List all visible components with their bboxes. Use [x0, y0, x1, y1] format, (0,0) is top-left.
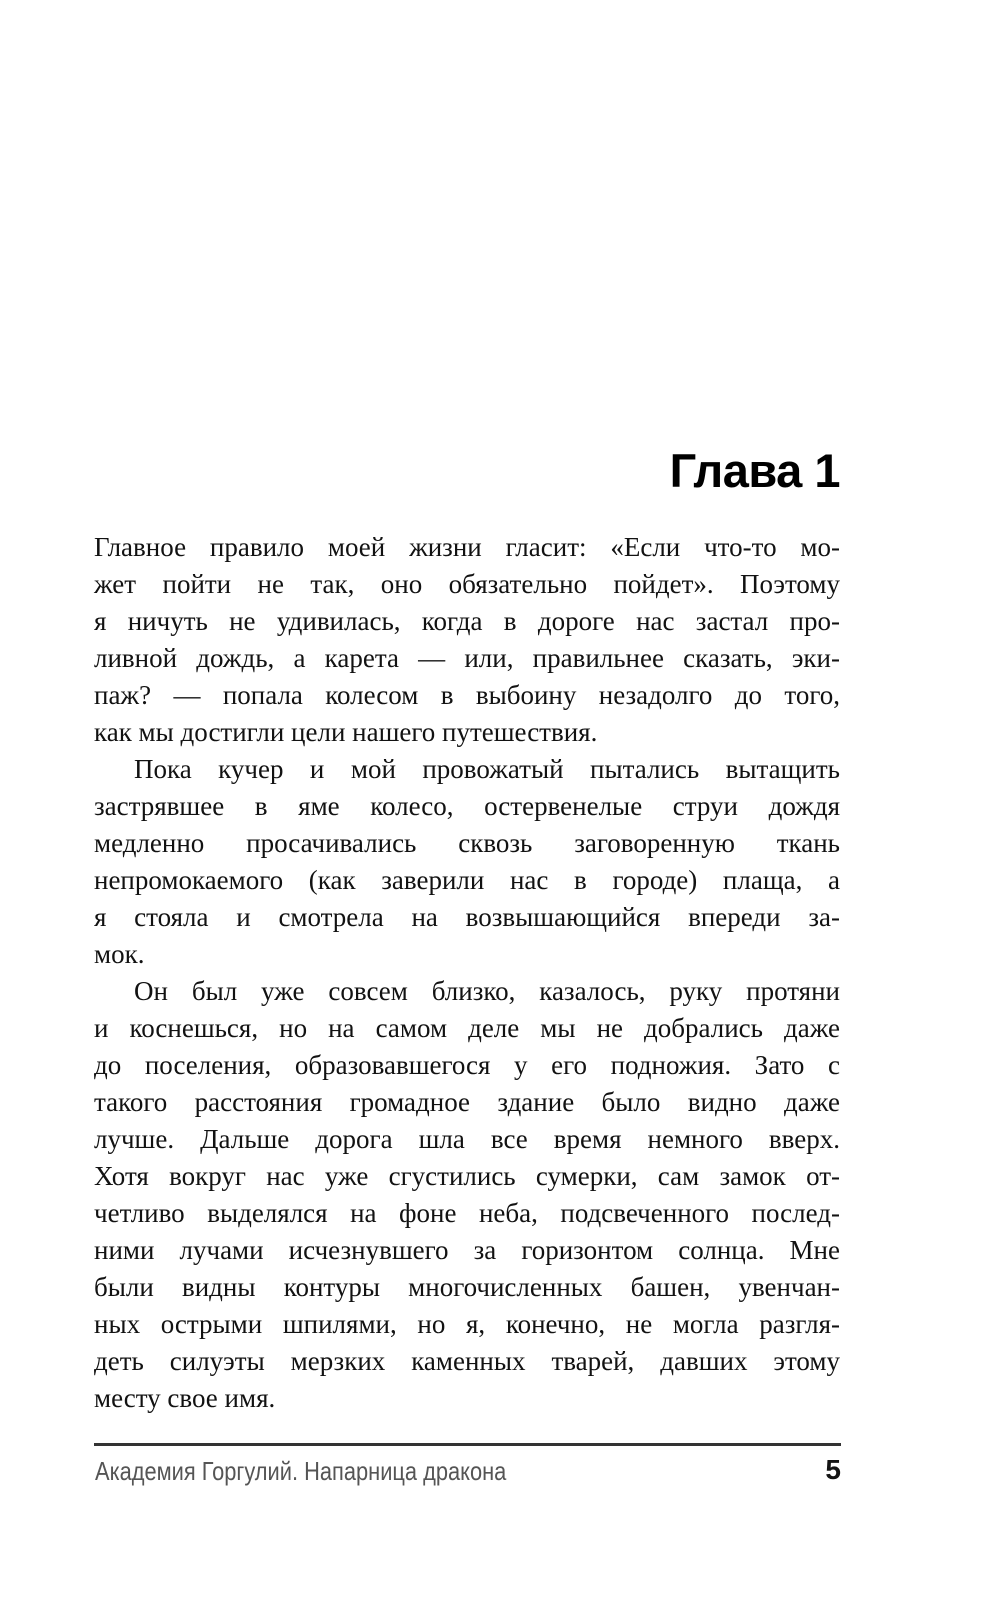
chapter-heading: Глава 1 [669, 444, 840, 497]
paragraph-3 [94, 973, 840, 1417]
body-text-line: Пока кучер и мой провожатый пытались вытащить [134, 754, 840, 784]
body-text-line: Хотя вокруг нас уже сгустились сумерки, сам замок от- [94, 1161, 840, 1191]
body-text-line: месту свое имя. [94, 1383, 276, 1413]
body-text-line: непромокаемого (как заверили нас в городе) плаща, а [94, 865, 840, 895]
body-text [94, 529, 840, 1417]
body-text-line: лучше. Дальше дорога шла все время немного вверх. [94, 1124, 840, 1154]
body-text-line: ними лучами исчезнувшего за горизонтом солнца. Мне [94, 1235, 840, 1265]
body-text-line: четливо выделялся на фоне неба, подсвеченного послед- [94, 1198, 840, 1228]
body-text-line: Он был уже совсем близко, казалось, руку протяни [134, 976, 840, 1006]
body-text-line: как мы достигли цели нашего путешествия. [94, 717, 598, 747]
body-text-line: такого расстояния громадное здание было видно даже [94, 1087, 840, 1117]
body-text-line: Главное правило моей жизни гласит: «Если что-то мо- [94, 532, 840, 562]
body-text-line: мок. [94, 939, 145, 969]
body-text-line: ливной дождь, а карета — или, правильнее сказать, эки- [94, 643, 840, 673]
body-text-line: паж? — попала колесом в выбоину незадолго до того, [94, 680, 840, 710]
body-text-line: были видны контуры многочисленных башен, увенчан- [94, 1272, 840, 1302]
footer-rule [94, 1443, 841, 1446]
footer-book-title: Академия Горгулий. Напарница дракона [95, 1456, 507, 1486]
page-number: 5 [825, 1454, 841, 1485]
body-text-line: я стояла и смотрела на возвышающийся впереди за- [94, 902, 840, 932]
paragraph-1 [94, 529, 840, 751]
body-text-line: жет пойти не так, оно обязательно пойдет». Поэтому [94, 569, 840, 599]
body-text-line: и коснешься, но на самом деле мы не добрались даже [94, 1013, 840, 1043]
body-text-line: застрявшее в яме колесо, остервенелые струи дождя [94, 791, 840, 821]
body-text-line: до поселения, образовавшегося у его подножия. Зато с [94, 1050, 840, 1080]
body-text-line: медленно просачивались сквозь заговоренную ткань [94, 828, 840, 858]
paragraph-2 [94, 751, 840, 973]
body-text-line: деть силуэты мерзких каменных тварей, давших этому [94, 1346, 840, 1376]
body-text-line: я ничуть не удивилась, когда в дороге нас застал про- [94, 606, 840, 636]
body-text-line: ных острыми шпилями, но я, конечно, не могла разгля- [94, 1309, 840, 1339]
